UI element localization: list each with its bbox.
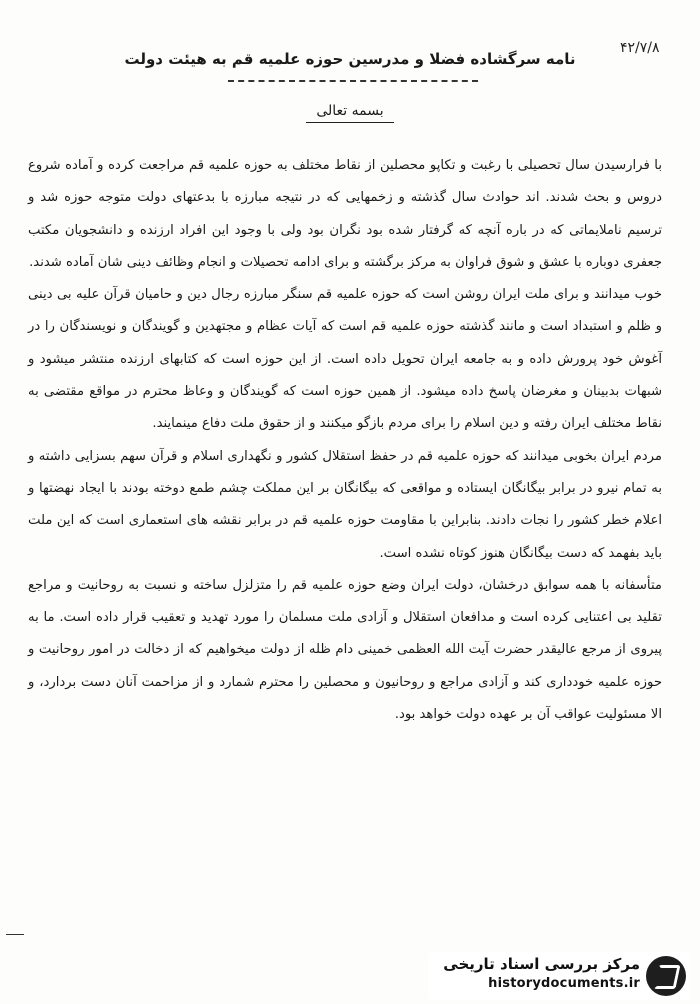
body-paragraph-1: با فرارسیدن سال تحصیلی با رغبت و تکاپو محصلین از نقاط مختلف به حوزه علمیه قم مراجعت کرده و آماده شروع دروس و بحث شدند. اند حوادث سال گذشته و زخمهایی که در نتیجه مبارزه با بدعتهای دولت متوجه حوزه شد و ترسیم ناملایماتی که در باره آنچه که گرفتار شده بود نگران بود ولی با وجود این افراد ارزنده و دانشجویان مکتب جعفری دوباره با عشق و شوق فراوان به مرکز برگشته و برای ادامه تحصیلات و انجام وظائف دینی شان آماده شدند. [28,158,662,270]
body-paragraph-2: خوب میدانند و برای ملت ایران روشن است که حوزه علمیه قم سنگر مبارزه رجال دین و حامیان قرآن علیه بی دینی و ظلم و استبداد است و مانند گذشته حوزه علمیه قم است که آیات عظام و مجتهدین و گویندگان و نویسندگان را در آغوش خود پرورش داده و به جامعه ایران تحویل داده است. از این حوزه است که کتابهای ارزنده منتشر میشود و شبهات بدبینان و مغرضان پاسخ داده میشود. از همین حوزه است که گویندگان و وعاظ محترم در مواقع مقتضی به نقاط مختلف ایران رفته و دین اسلام را برای مردم بازگو میکنند و از حقوق ملت دفاع مینمایند. [28,287,662,432]
archive-logo-icon [646,956,686,996]
reference-number: ۴۲/۷/۸ [620,40,660,56]
watermark-name: مرکز بررسی اسناد تاریخی [443,955,640,973]
document-title: نامه سرگشاده فضلا و مدرسین حوزه علمیه قم به هیئت دولت [124,50,576,68]
heading-text: بسمه تعالی [306,103,393,123]
document-heading [0,103,700,123]
title-divider [228,80,478,82]
body-paragraph-3: مردم ایران بخوبی میدانند که حوزه علمیه قم در حفظ استقلال کشور و نگهداری اسلام و قرآن سهم بسزایی داشته و به تمام نیرو در برابر بیگانگان ایستاده و مواقعی که بیگانگان بر این مملکت چشم طمع دوخته بودند با ایجاد نهضتها و اعلام خطر کشور را نجات دادند. بنابراین با مقاومت حوزه علمیه قم در برابر نقشه های استعماری است که این ملت باید بفهمد که دست بیگانگان هنوز کوتاه نشده است. [28,448,662,561]
margin-mark [6,934,24,935]
watermark-url: historydocuments.ir [488,976,640,991]
document-body [28,150,662,731]
body-paragraph-4: متأسفانه با همه سوابق درخشان، دولت ایران وضع حوزه علمیه قم را متزلزل ساخته و نسبت به روحانیت و مراجع تقلید بی اعتنایی کرده است و مدافعان استقلال و آزادی ملت مسلمان را مورد تهدید و تعقیب قرار داده است. ما به پیروی از مرجع عالیقدر حضرت آیت الله العظمی خمینی دام ظله از دولت میخواهیم که از دخالت در امور روحانیت و حوزه علمیه خودداری کند و آزادی مراجع و روحانیون و محصلین را محترم شمارد و از مزاحمت آنان دست بردارد، و الا مسئولیت عواقب آن بر عهده دولت خواهد بود. [28,577,662,723]
archive-watermark [428,952,690,1000]
